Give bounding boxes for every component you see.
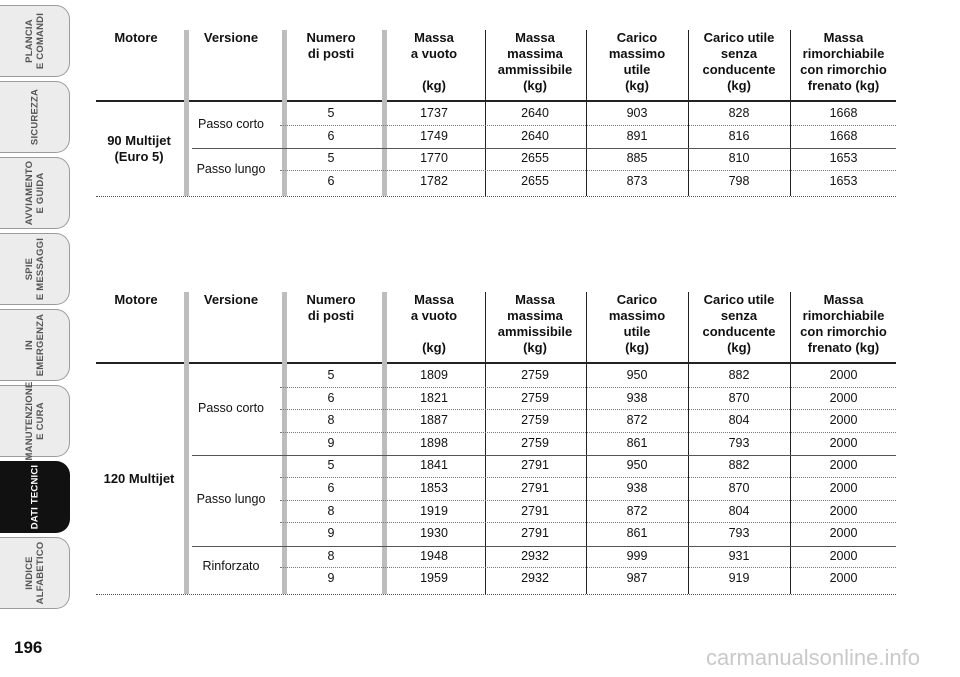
watermark: carmanualsonline.info	[705, 645, 920, 670]
table-cell: 804	[728, 503, 750, 518]
column-header: Motore	[114, 292, 158, 307]
table-cell: 1959	[420, 571, 448, 586]
table-cell: 882	[728, 458, 750, 473]
table-cell: 2000	[829, 526, 858, 541]
table-cell: 870	[728, 390, 750, 405]
table-bottom-border	[96, 594, 896, 595]
table-cell: 8	[327, 503, 335, 518]
column-header: Carico massimo utile (kg)	[608, 30, 666, 93]
tab-plancia-e-comandi[interactable]	[0, 5, 70, 77]
table-cell: 999	[626, 548, 648, 563]
table-cell: 828	[728, 106, 750, 120]
table-cell: 919	[728, 571, 750, 586]
table-row	[96, 170, 896, 193]
tab-label: DATI TECNICI	[29, 464, 40, 530]
column-header: Versione	[203, 30, 259, 45]
table-cell: 872	[626, 503, 648, 518]
table-cell: 1821	[420, 390, 448, 405]
table-cell: 6	[327, 173, 335, 188]
table-cell: 870	[728, 481, 750, 495]
column-header: Massa massima ammissibile (kg)	[497, 292, 573, 355]
table-cell: 2000	[829, 435, 858, 450]
table-cell: 2791	[521, 503, 549, 518]
table-row	[96, 454, 896, 477]
table-cell: 2655	[521, 173, 549, 188]
table-cell: 2640	[521, 106, 549, 120]
table-cell: 891	[626, 128, 648, 143]
page-number: 196	[14, 638, 43, 657]
table-cell: 2791	[521, 481, 549, 495]
table-cell: 2759	[521, 390, 549, 405]
column-header: Massa a vuoto (kg)	[410, 292, 458, 355]
table-cell: 5	[327, 458, 335, 473]
column-header: Massa rimorchiabile con rimorchio frenato (kg)	[800, 292, 887, 355]
column-header: Massa rimorchiabile con rimorchio frenato (kg)	[800, 30, 887, 93]
table-cell: 1737	[420, 106, 448, 120]
table-cell: 804	[728, 413, 750, 428]
table-cell: 2000	[829, 368, 858, 382]
tab-label: PLANCIA E COMANDI	[23, 12, 46, 70]
table-cell: 816	[728, 128, 750, 143]
row-separator	[280, 477, 896, 478]
tab-label: AVVIAMENTO E GUIDA	[23, 160, 46, 226]
table-cell: 1853	[420, 481, 448, 495]
table-row	[96, 567, 896, 590]
sidebar-tabs	[0, 0, 74, 640]
table-cell: 931	[728, 548, 750, 563]
version-label: Passo corto	[197, 401, 264, 416]
tab-sicurezza[interactable]	[0, 81, 70, 153]
engine-label: 120 Multijet	[103, 471, 175, 486]
row-separator	[280, 125, 896, 126]
table-row	[96, 102, 896, 125]
table-cell: 6	[327, 390, 335, 405]
tab-label: SPIE E MESSAGGI	[23, 237, 46, 301]
column-header: Motore	[114, 30, 158, 45]
table-cell: 2000	[829, 413, 858, 428]
row-separator	[280, 432, 896, 433]
table-row	[96, 522, 896, 545]
table-cell: 950	[626, 368, 648, 382]
table-cell: 8	[327, 413, 335, 428]
tab-in-emergenza[interactable]	[0, 309, 70, 381]
table-cell: 1668	[829, 106, 858, 120]
tab-label: SICUREZZA	[29, 88, 40, 146]
table-cell: 987	[626, 571, 648, 586]
table-cell: 2791	[521, 526, 549, 541]
table-cell: 810	[728, 151, 750, 166]
row-separator	[280, 387, 896, 388]
table-cell: 938	[626, 481, 648, 495]
version-label: Passo corto	[197, 116, 264, 131]
table-row	[96, 432, 896, 455]
table-cell: 950	[626, 458, 648, 473]
tab-manutenzione-e-cura[interactable]	[0, 381, 70, 461]
table-cell: 2000	[829, 548, 858, 563]
row-separator	[280, 522, 896, 523]
column-header: Carico utile senza conducente (kg)	[702, 292, 776, 355]
tab-indice-alfabetico[interactable]	[0, 537, 70, 609]
column-header: Versione	[203, 292, 259, 307]
table-cell: 1887	[420, 413, 448, 428]
table-cell: 885	[626, 151, 648, 166]
weights-table-120-multijet	[96, 292, 896, 594]
tab-spie-e-messaggi[interactable]	[0, 233, 70, 305]
table-row	[96, 364, 896, 387]
table-cell: 2000	[829, 571, 858, 586]
table-cell: 2000	[829, 481, 858, 495]
version-label: Rinforzato	[202, 559, 260, 574]
table-cell: 2759	[521, 435, 549, 450]
tab-avviamento-e-guida[interactable]	[0, 157, 70, 229]
table-row	[96, 387, 896, 410]
table-cell: 9	[327, 435, 335, 450]
table-cell: 1898	[420, 435, 448, 450]
table-cell: 1948	[420, 548, 448, 563]
table-cell: 6	[327, 128, 335, 143]
row-separator	[280, 567, 896, 568]
table-cell: 938	[626, 390, 648, 405]
table-cell: 2791	[521, 458, 549, 473]
column-header: Numero di posti	[306, 292, 356, 323]
column-header: Numero di posti	[306, 30, 356, 61]
table-cell: 861	[626, 526, 648, 541]
table-cell: 2932	[521, 548, 549, 563]
row-separator	[280, 170, 896, 171]
version-label: Passo lungo	[196, 491, 266, 506]
table-row	[96, 147, 896, 170]
table-cell: 2932	[521, 571, 549, 586]
table-header	[96, 30, 896, 102]
table-cell: 903	[626, 106, 648, 120]
table-cell: 1930	[420, 526, 448, 541]
table-cell: 8	[327, 548, 335, 563]
table-cell: 9	[327, 571, 335, 586]
row-separator	[280, 409, 896, 410]
table-cell: 9	[327, 526, 335, 541]
table-cell: 1841	[420, 458, 448, 473]
column-header: Carico massimo utile (kg)	[608, 292, 666, 355]
tab-label: IN EMERGENZA	[23, 313, 46, 377]
column-header: Massa a vuoto (kg)	[410, 30, 458, 93]
table-cell: 1919	[420, 503, 448, 518]
table-cell: 1782	[420, 173, 448, 188]
row-separator	[280, 500, 896, 501]
table-cell: 5	[327, 106, 335, 120]
table-cell: 1653	[829, 173, 858, 188]
version-label: Passo lungo	[196, 161, 266, 176]
table-cell: 2640	[521, 128, 549, 143]
table-row	[96, 500, 896, 523]
table-cell: 1653	[829, 151, 858, 166]
table-cell: 798	[728, 173, 750, 188]
table-cell: 872	[626, 413, 648, 428]
column-header: Massa massima ammissibile (kg)	[497, 30, 573, 93]
table-cell: 2000	[829, 503, 858, 518]
tab-dati-tecnici[interactable]	[0, 461, 70, 533]
table-row	[96, 409, 896, 432]
table-cell: 873	[626, 173, 648, 188]
table-cell: 1749	[420, 128, 448, 143]
table-cell: 882	[728, 368, 750, 382]
table-cell: 2000	[829, 458, 858, 473]
table-cell: 6	[327, 481, 335, 495]
table-cell: 1668	[829, 128, 858, 143]
column-header: Carico utile senza conducente (kg)	[702, 30, 776, 93]
table-cell: 2759	[521, 368, 549, 382]
table-header	[96, 292, 896, 364]
weights-table-90-multijet	[96, 30, 896, 196]
table-cell: 2000	[829, 390, 858, 405]
table-row	[96, 477, 896, 500]
tab-label: INDICE ALFABETICO	[23, 541, 46, 605]
table-cell: 1809	[420, 368, 448, 382]
table-cell: 5	[327, 151, 335, 166]
table-bottom-border	[96, 196, 896, 197]
table-cell: 793	[728, 526, 750, 541]
table-cell: 861	[626, 435, 648, 450]
tab-label: MANUTENZIONE E CURA	[23, 381, 46, 461]
table-row	[96, 125, 896, 148]
table-cell: 5	[327, 368, 335, 382]
table-cell: 2655	[521, 151, 549, 166]
table-row	[96, 545, 896, 568]
engine-label: 90 Multijet (Euro 5)	[107, 133, 171, 165]
table-cell: 2759	[521, 413, 549, 428]
table-cell: 793	[728, 435, 750, 450]
table-cell: 1770	[420, 151, 448, 166]
